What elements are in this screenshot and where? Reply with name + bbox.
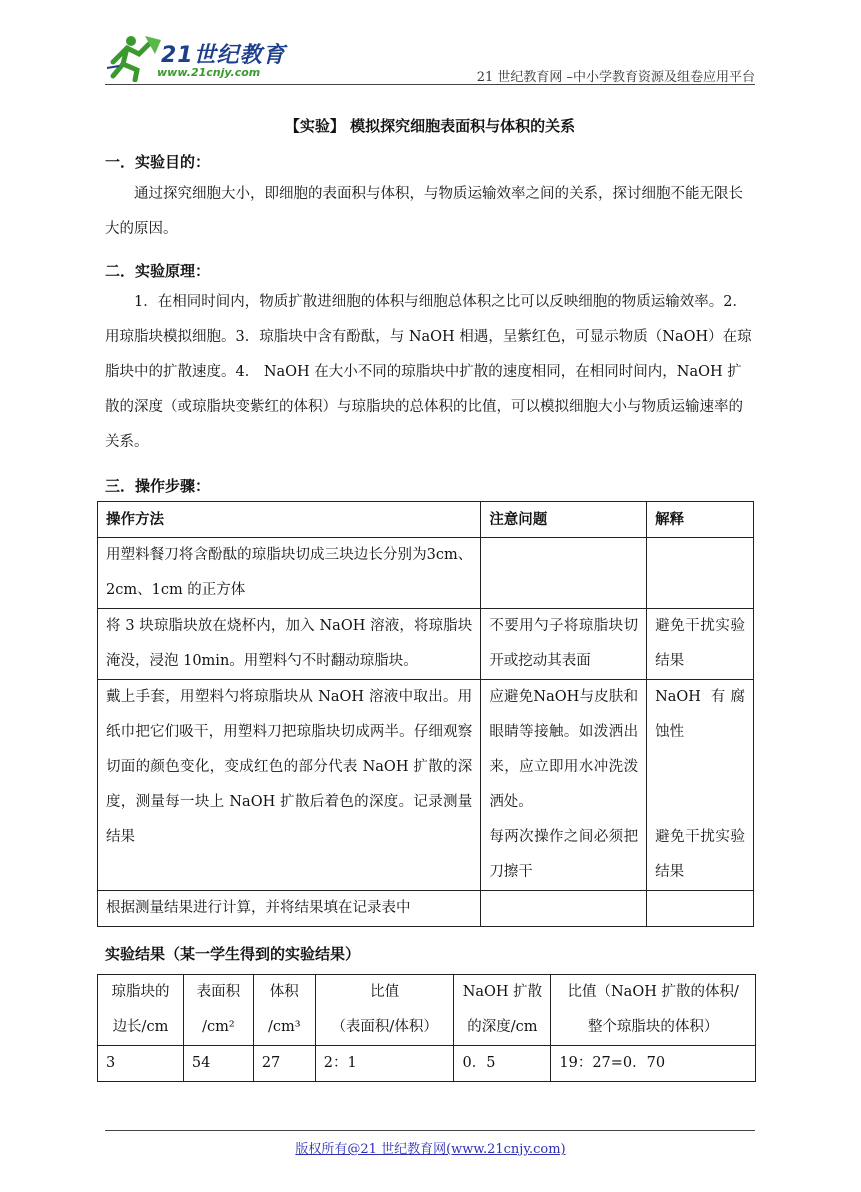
table-header-cell: 解释 bbox=[647, 502, 754, 538]
table-row bbox=[98, 609, 754, 680]
table-cell: 根据测量结果进行计算，并将结果填在记录表中 bbox=[98, 891, 481, 927]
table-cell bbox=[481, 891, 647, 927]
table-cell: 54 bbox=[183, 1046, 253, 1082]
logo-title: 21世纪教育 bbox=[161, 43, 286, 68]
table-header-cell: NaOH 扩散 的深度/cm bbox=[454, 975, 551, 1046]
table-header-cell: 比值（NaOH 扩散的体积/ 整个琼脂块的体积） bbox=[551, 975, 756, 1046]
section-heading-purpose: 一．实验目的： bbox=[105, 153, 211, 171]
table-cell: 0．5 bbox=[454, 1046, 551, 1082]
section-body-principle: 1．在相同时间内，物质扩散进细胞的体积与细胞总体积之比可以反映细胞的物质运输效率。2．用琼脂块模拟细胞。3．琼脂块中含有酚酞，与 NaOH 相遇，呈紫红色，可显示物质（NaOH）在琼脂块中的扩散速度。4． NaOH 在大小不同的琼脂块中扩散的速度相同，在相同时间内，NaOH 扩散的深度（或琼脂块变紫红的体积）与琼脂块的总体积的比值，可以模拟细胞大小与物质运输速率的关系。 bbox=[105, 294, 752, 450]
table-header-row bbox=[98, 502, 754, 538]
table-cell: 3 bbox=[98, 1046, 184, 1082]
table-cell: 2：1 bbox=[315, 1046, 454, 1082]
table-cell: 用塑料餐刀将含酚酞的琼脂块切成三块边长分别为3cm、2cm、1cm 的正方体 bbox=[98, 538, 481, 609]
steps-table bbox=[97, 501, 754, 927]
section-heading-steps: 三．操作步骤： bbox=[105, 477, 211, 495]
table-cell: NaOH 有腐蚀性 bbox=[647, 680, 754, 821]
table-cell bbox=[647, 891, 754, 927]
header-divider bbox=[105, 84, 755, 85]
section-body-purpose: 通过探究细胞大小，即细胞的表面积与体积，与物质运输效率之间的关系，探讨细胞不能无限长大的原因。 bbox=[105, 186, 743, 237]
table-cell: 戴上手套，用塑料勺将琼脂块从 NaOH 溶液中取出。用纸巾把它们吸干，用塑料刀把琼脂块切成两半。仔细观察切面的颜色变化，变成红色的部分代表 NaOH 扩散的深度，测量每一块上 NaOH 扩散后着色的深度。记录测量结果 bbox=[98, 680, 481, 891]
table-row bbox=[98, 891, 754, 927]
results-heading: 实验结果（某一学生得到的实验结果） bbox=[105, 945, 361, 963]
table-header-cell: 琼脂块的 边长/cm bbox=[98, 975, 184, 1046]
footer-copyright-link[interactable]: 版权所有@21 世纪教育网(www.21cnjy.com) bbox=[295, 1142, 566, 1157]
table-header-cell: 比值 （表面积/体积） bbox=[315, 975, 454, 1046]
table-cell: 27 bbox=[253, 1046, 315, 1082]
table-row bbox=[98, 538, 754, 609]
table-cell: 避免干扰实验结果 bbox=[647, 820, 754, 891]
page-header bbox=[105, 30, 755, 84]
table-cell: 不要用勺子将琼脂块切开或挖动其表面 bbox=[481, 609, 647, 680]
table-cell: 避免干扰实验结果 bbox=[647, 609, 754, 680]
section-heading-principle: 二．实验原理： bbox=[105, 262, 211, 280]
logo-url: www.21cnjy.com bbox=[157, 66, 261, 79]
table-header-row bbox=[98, 975, 756, 1046]
footer-divider bbox=[105, 1130, 755, 1131]
table-header-cell: 表面积 /cm² bbox=[183, 975, 253, 1046]
table-cell: 应避免NaOH与皮肤和眼睛等接触。如泼洒出来，应立即用水冲洗泼洒处。 bbox=[481, 680, 647, 821]
table-header-cell: 注意问题 bbox=[481, 502, 647, 538]
page-title: 【实验】 模拟探究细胞表面积与体积的关系 bbox=[284, 117, 576, 135]
table-row bbox=[98, 680, 754, 821]
site-tagline: 21 世纪教育网 –中小学教育资源及组卷应用平台 bbox=[476, 70, 755, 85]
site-logo bbox=[105, 32, 305, 82]
table-cell: 每两次操作之间必须把刀擦干 bbox=[481, 820, 647, 891]
table-cell: 将 3 块琼脂块放在烧杯内，加入 NaOH 溶液，将琼脂块淹没，浸泡 10min。用塑料勺不时翻动琼脂块。 bbox=[98, 609, 481, 680]
table-header-cell: 体积 /cm³ bbox=[253, 975, 315, 1046]
table-cell: 19：27=0．70 bbox=[551, 1046, 756, 1082]
table-header-cell: 操作方法 bbox=[98, 502, 481, 538]
results-table bbox=[97, 974, 756, 1082]
table-cell bbox=[647, 538, 754, 609]
table-row bbox=[98, 1046, 756, 1082]
table-cell bbox=[481, 538, 647, 609]
